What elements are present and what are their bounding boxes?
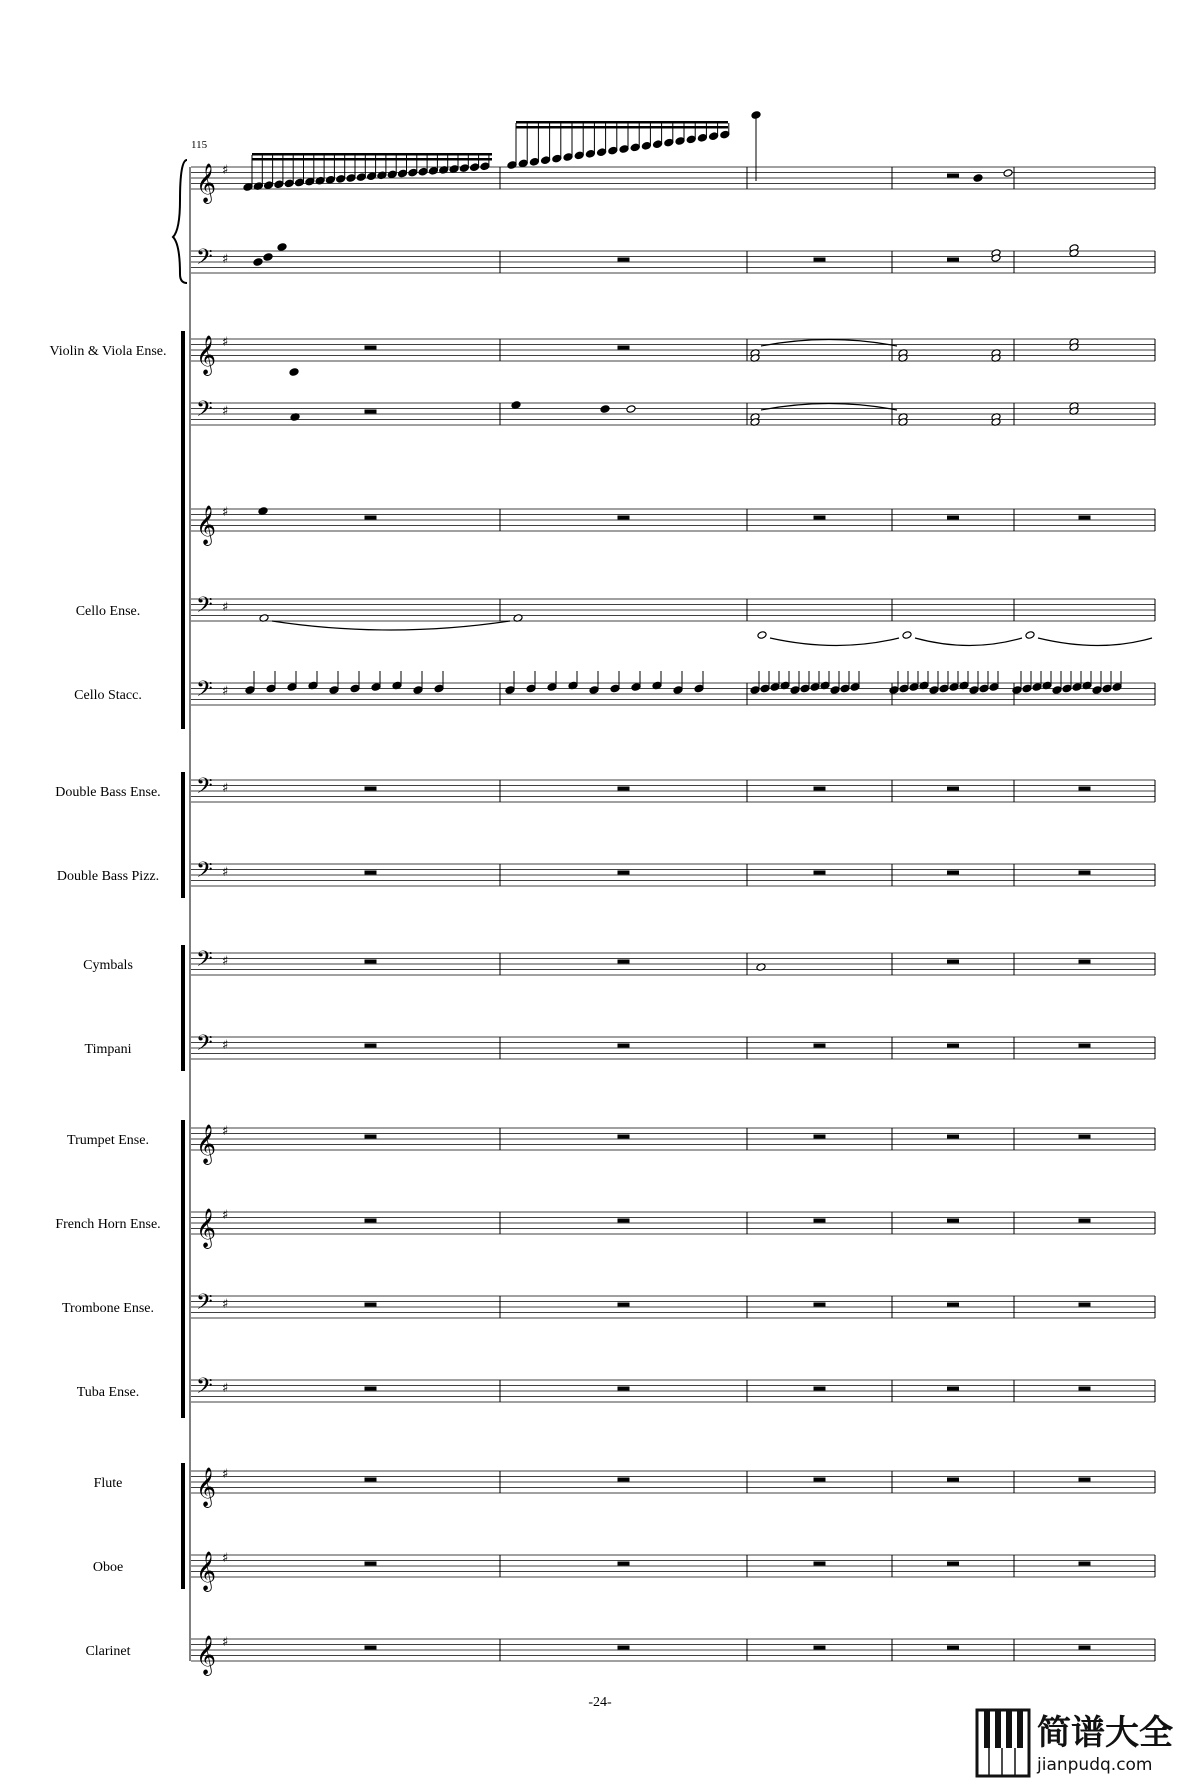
bass-clef-icon: 𝄢 [196, 1290, 213, 1320]
notehead [526, 684, 536, 693]
staff [191, 1551, 1155, 1592]
staff [191, 163, 1155, 204]
tie [761, 340, 897, 347]
whole-rest [814, 1646, 826, 1650]
staff [191, 335, 1155, 376]
notehead [253, 258, 263, 267]
bass-clef-icon: 𝄢 [196, 397, 213, 427]
notehead [973, 174, 983, 183]
notehead [889, 686, 899, 695]
piano-keys-icon [977, 1710, 1029, 1776]
notehead [750, 686, 760, 695]
notehead [563, 153, 573, 162]
whole-rest [365, 516, 377, 520]
woodwind-bracket [181, 1463, 185, 1589]
notehead [350, 684, 360, 693]
whole-rest [947, 1044, 959, 1048]
notehead [899, 684, 909, 693]
whole-rest [618, 1135, 630, 1139]
whole-rest [365, 410, 377, 414]
whole-rest [1079, 516, 1091, 520]
measure-number: 115 [191, 139, 208, 151]
treble-clef-icon: 𝄞 [196, 1208, 217, 1248]
whole-rest [365, 1562, 377, 1566]
notehead [1025, 631, 1035, 640]
whole-rest [365, 1303, 377, 1307]
notehead [989, 683, 999, 692]
sharp-icon: ♯ [222, 252, 229, 267]
notehead [641, 142, 651, 151]
whole-rest [618, 1646, 630, 1650]
beam [252, 158, 492, 161]
notehead [428, 167, 438, 176]
whole-rest [814, 1387, 826, 1391]
notehead [1003, 169, 1013, 178]
sharp-icon: ♯ [222, 954, 229, 969]
instrument-label: Flute [93, 1476, 123, 1491]
notehead [630, 143, 640, 152]
notehead [274, 180, 284, 189]
whole-rest [814, 516, 826, 520]
bass-clef-icon: 𝄢 [196, 858, 213, 888]
notehead [266, 684, 276, 693]
staff [191, 1208, 1155, 1249]
whole-rest [1079, 1646, 1091, 1650]
whole-rest [365, 1646, 377, 1650]
notehead [418, 167, 428, 176]
whole-rest [1079, 1562, 1091, 1566]
sharp-icon: ♯ [222, 404, 229, 419]
notehead [1112, 683, 1122, 692]
whole-rest [365, 1478, 377, 1482]
notehead [939, 684, 949, 693]
notehead [413, 686, 423, 695]
notehead [909, 683, 919, 692]
whole-rest [365, 1135, 377, 1139]
sharp-icon: ♯ [222, 163, 229, 178]
notehead [760, 684, 770, 693]
tie [915, 638, 1022, 646]
notehead [664, 138, 674, 147]
whole-rest [814, 871, 826, 875]
brass-bracket [181, 1120, 185, 1418]
notehead [245, 686, 255, 695]
notehead [840, 684, 850, 693]
whole-rest [947, 516, 959, 520]
beam [516, 126, 728, 129]
notehead [264, 181, 274, 190]
whole-rest [814, 258, 826, 262]
notehead [810, 683, 820, 692]
whole-rest [618, 871, 630, 875]
treble-clef-icon: 𝄞 [196, 1551, 217, 1591]
sharp-icon: ♯ [222, 1124, 229, 1139]
instrument-label: Oboe [92, 1560, 124, 1575]
whole-rest [618, 1562, 630, 1566]
notehead [709, 132, 719, 141]
instrument-label: Tuba Ense. [76, 1385, 140, 1400]
treble-clef-icon: 𝄞 [196, 1124, 217, 1164]
sharp-icon: ♯ [222, 1467, 229, 1482]
notehead [511, 401, 521, 410]
notehead [969, 686, 979, 695]
strings-bracket [181, 331, 185, 729]
notehead [398, 169, 408, 178]
instrument-label: Cello Ense. [75, 604, 141, 619]
bass-clef-icon: 𝄢 [196, 947, 213, 977]
whole-rest [814, 1478, 826, 1482]
instrument-label: French Horn Ense. [55, 1217, 161, 1232]
whole-rest [814, 1219, 826, 1223]
whole-rest [1079, 787, 1091, 791]
notehead [574, 151, 584, 160]
bass-clef-icon: 𝄢 [196, 593, 213, 623]
notehead [589, 686, 599, 695]
staff [191, 1031, 1155, 1061]
sharp-icon: ♯ [222, 684, 229, 699]
notehead [459, 164, 469, 173]
notehead [480, 162, 490, 171]
notehead [610, 684, 620, 693]
treble-clef-icon: 𝄞 [196, 1467, 217, 1507]
notehead [258, 507, 268, 516]
whole-rest [618, 346, 630, 350]
basses-bracket [181, 772, 185, 898]
bass-clef-icon: 𝄢 [196, 245, 213, 275]
whole-rest [618, 960, 630, 964]
logo-url: jianpudq.com [1037, 1755, 1153, 1775]
instrument-label: Cello Stacc. [74, 688, 142, 703]
notehead [1032, 683, 1042, 692]
instrument-label: Trumpet Ense. [67, 1133, 149, 1148]
notehead [600, 405, 610, 414]
notehead [346, 174, 356, 183]
sharp-icon: ♯ [222, 505, 229, 520]
staff [191, 245, 1155, 275]
whole-rest [947, 1387, 959, 1391]
whole-rest [365, 787, 377, 791]
instrument-label: Clarinet [85, 1644, 131, 1659]
notehead [1072, 683, 1082, 692]
whole-rest [1079, 1303, 1091, 1307]
notehead [757, 631, 767, 640]
sharp-icon: ♯ [222, 1038, 229, 1053]
notehead [408, 168, 418, 177]
notehead [1102, 684, 1112, 693]
whole-rest [618, 1219, 630, 1223]
notehead [387, 170, 397, 179]
notehead [284, 179, 294, 188]
notehead [619, 145, 629, 154]
whole-rest [814, 1562, 826, 1566]
notehead [529, 158, 539, 167]
treble-clef-icon: 𝄞 [196, 335, 217, 375]
notehead [449, 165, 459, 174]
treble-clef-icon: 𝄞 [196, 1635, 217, 1675]
notehead [1092, 686, 1102, 695]
whole-rest [947, 871, 959, 875]
staff [191, 858, 1155, 888]
notehead [1062, 684, 1072, 693]
sharp-icon: ♯ [222, 1551, 229, 1566]
notehead [287, 683, 297, 692]
whole-rest [947, 258, 959, 262]
notehead [507, 161, 517, 170]
bass-clef-icon: 𝄢 [196, 1374, 213, 1404]
treble-clef-icon: 𝄞 [196, 163, 217, 203]
whole-rest [618, 258, 630, 262]
tie [1038, 638, 1152, 646]
notehead [305, 177, 315, 186]
notehead [770, 683, 780, 692]
whole-rest [947, 1646, 959, 1650]
sharp-icon: ♯ [222, 1635, 229, 1650]
notehead [608, 146, 618, 155]
whole-rest [947, 1219, 959, 1223]
sharp-icon: ♯ [222, 1381, 229, 1396]
notehead [505, 686, 515, 695]
sharp-icon: ♯ [222, 1297, 229, 1312]
sharp-icon: ♯ [222, 865, 229, 880]
whole-rest [1079, 960, 1091, 964]
staff [191, 397, 1155, 427]
notehead [800, 684, 810, 693]
logo-title: 简谱大全 [1037, 1713, 1173, 1753]
staff [191, 1635, 1155, 1676]
tie [770, 638, 899, 646]
notehead [289, 368, 299, 377]
whole-rest [814, 1135, 826, 1139]
notehead [336, 175, 346, 184]
notehead [1052, 686, 1062, 695]
whole-rest [365, 346, 377, 350]
instrument-label: Double Bass Ense. [55, 785, 161, 800]
whole-rest [947, 174, 959, 178]
notehead [830, 686, 840, 695]
whole-rest [1079, 871, 1091, 875]
notehead [673, 686, 683, 695]
sharp-icon: ♯ [222, 335, 229, 350]
notehead [263, 253, 273, 262]
notehead [434, 684, 444, 693]
whole-rest [618, 1387, 630, 1391]
sharp-icon: ♯ [222, 600, 229, 615]
notehead [626, 405, 636, 414]
notehead [902, 631, 912, 640]
bass-clef-icon: 𝄢 [196, 677, 213, 707]
staff [191, 1467, 1155, 1508]
whole-rest [947, 1478, 959, 1482]
instrument-label: Violin & Viola Ense. [49, 344, 167, 359]
notehead [552, 154, 562, 163]
staff [191, 1290, 1155, 1320]
notehead [371, 683, 381, 692]
whole-rest [365, 1044, 377, 1048]
staff [191, 1124, 1155, 1165]
whole-rest [947, 1562, 959, 1566]
notehead [329, 686, 339, 695]
notehead [277, 243, 287, 252]
sharp-icon: ♯ [222, 781, 229, 796]
notehead [597, 148, 607, 157]
notehead [979, 684, 989, 693]
notehead [1022, 684, 1032, 693]
tie [272, 621, 510, 630]
notehead [325, 176, 335, 185]
notehead [697, 134, 707, 143]
notehead [949, 683, 959, 692]
notehead [356, 173, 366, 182]
notehead [653, 140, 663, 149]
staff [191, 505, 1155, 546]
page-number: -24- [588, 1695, 612, 1710]
whole-rest [947, 787, 959, 791]
whole-rest [618, 1303, 630, 1307]
notehead [686, 135, 696, 144]
instrument-label: Timpani [84, 1042, 132, 1057]
whole-rest [947, 960, 959, 964]
instrument-labels [49, 344, 166, 1659]
whole-rest [814, 1044, 826, 1048]
instrument-label: Double Bass Pizz. [56, 869, 160, 884]
sharp-icon: ♯ [222, 1208, 229, 1223]
whole-rest [365, 1387, 377, 1391]
piano-brace [173, 160, 187, 283]
whole-rest [618, 516, 630, 520]
whole-rest [1079, 1478, 1091, 1482]
notehead [367, 172, 377, 181]
site-logo [975, 1706, 1197, 1780]
notehead [585, 150, 595, 159]
whole-rest [1079, 1044, 1091, 1048]
whole-rest [814, 787, 826, 791]
bass-clef-icon: 𝄢 [196, 1031, 213, 1061]
whole-rest [947, 1135, 959, 1139]
whole-rest [1079, 1135, 1091, 1139]
notehead [790, 686, 800, 695]
whole-rest [618, 787, 630, 791]
whole-rest [618, 1478, 630, 1482]
treble-clef-icon: 𝄞 [196, 505, 217, 545]
notehead [631, 683, 641, 692]
staff-system [173, 160, 1155, 1676]
notehead [929, 686, 939, 695]
notehead [295, 178, 305, 187]
staff [191, 774, 1155, 804]
notehead [850, 683, 860, 692]
whole-rest [814, 1303, 826, 1307]
instrument-label: Cymbals [83, 958, 133, 973]
staff [191, 1374, 1155, 1404]
notehead [694, 684, 704, 693]
notehead [547, 683, 557, 692]
notehead [243, 183, 253, 192]
whole-rest [1079, 1387, 1091, 1391]
notehead [518, 159, 528, 168]
notehead [720, 130, 730, 139]
notehead [541, 156, 551, 165]
beam [516, 121, 728, 124]
instrument-label: Trombone Ense. [61, 1301, 155, 1316]
whole-rest [365, 960, 377, 964]
bass-clef-icon: 𝄢 [196, 774, 213, 804]
beam [252, 153, 492, 156]
notehead [675, 137, 685, 146]
whole-rest [365, 871, 377, 875]
whole-rest [1079, 1219, 1091, 1223]
staff [191, 593, 1155, 623]
percussion-bracket [181, 945, 185, 1071]
staff [191, 947, 1155, 977]
whole-rest [365, 1219, 377, 1223]
whole-rest [947, 1303, 959, 1307]
notehead [470, 163, 480, 172]
whole-rest [618, 1044, 630, 1048]
tie [761, 404, 897, 411]
